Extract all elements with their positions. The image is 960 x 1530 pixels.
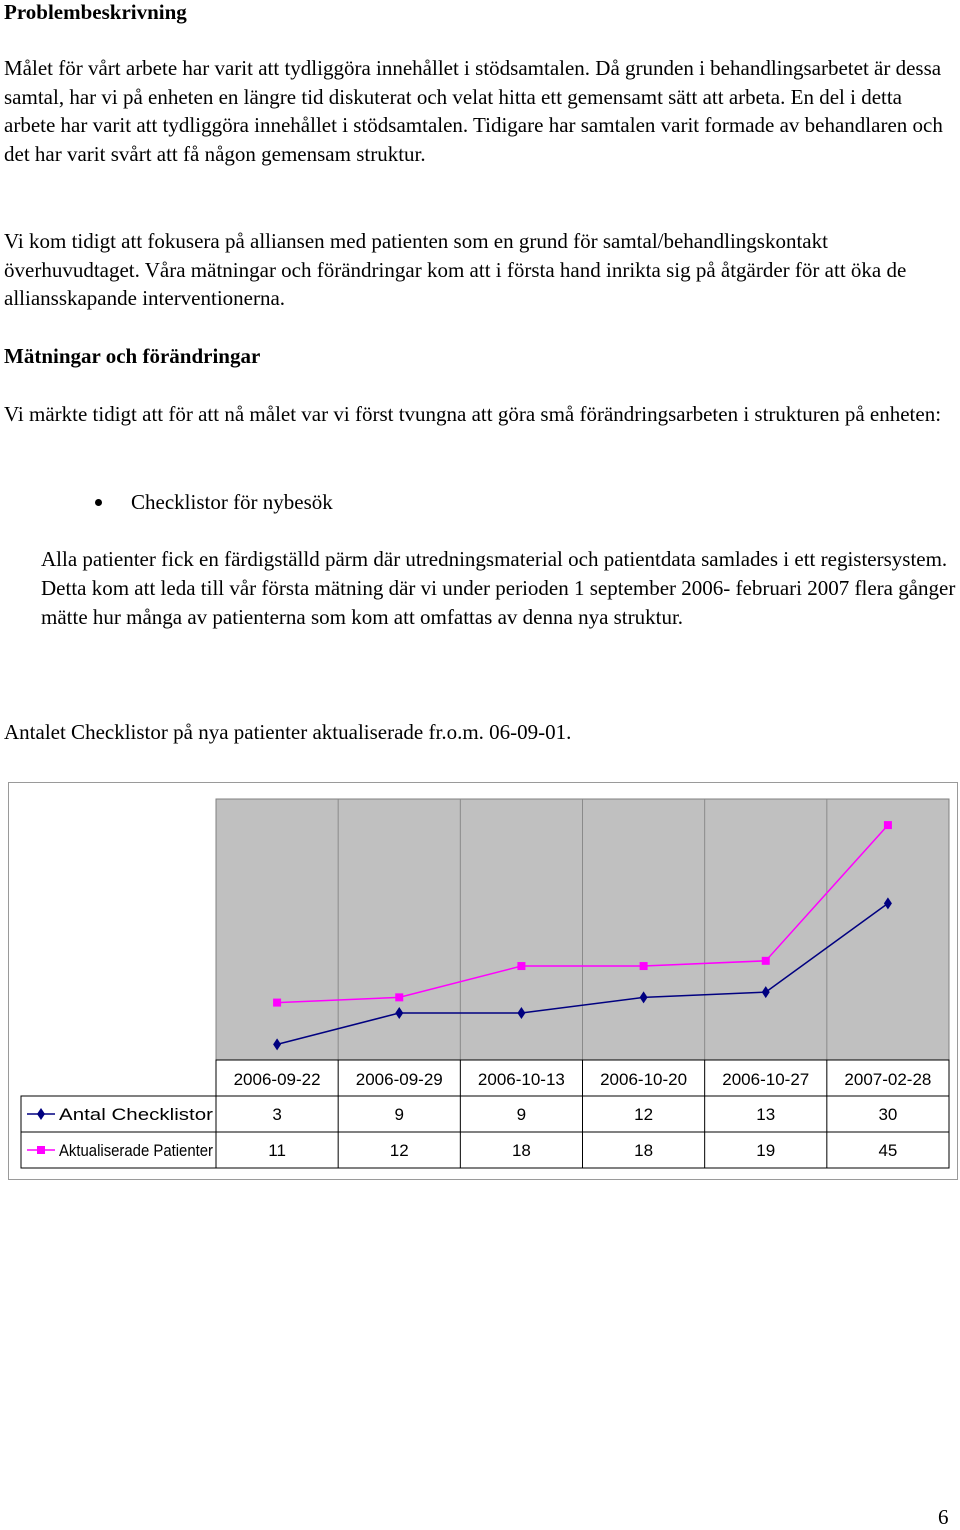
heading-matningar: Mätningar och förändringar — [4, 344, 261, 368]
legend-label: Antal Checklistor — [59, 1105, 214, 1124]
legend-label: Aktualiserade Patienter — [59, 1141, 214, 1160]
data-value-label: 45 — [878, 1141, 898, 1160]
data-point-square — [273, 999, 281, 1007]
data-value-label: 12 — [634, 1105, 654, 1124]
bullet-list-item — [95, 488, 333, 516]
category-label: 2006-09-22 — [233, 1070, 321, 1089]
data-value-label: 3 — [272, 1105, 282, 1124]
data-point-square — [884, 821, 892, 829]
category-label: 2007-02-28 — [844, 1070, 932, 1089]
data-value-label: 18 — [511, 1141, 531, 1160]
data-value-label: 9 — [394, 1105, 404, 1124]
legend-key-square — [37, 1146, 45, 1154]
paragraph-4: Alla patienter fick en färdigställd pärm där utredningsmaterial och patientdata samlades i ett registersystem. Detta kom att leda till vår första mätning där vi under perioden 1 september 2006- februari 2007 flera gånger mätte hur många av patienterna som kom att omfattas av denna nya struktur. — [41, 547, 956, 629]
heading-problembeskrivning: Problembeskrivning — [4, 0, 187, 24]
data-point-square — [640, 962, 648, 970]
paragraph-3: Vi märkte tidigt att för att nå målet var vi först tvungna att göra små förändringsarbeten i strukturen på enheten: — [4, 402, 942, 426]
data-point-square — [517, 962, 525, 970]
category-label: 2006-10-13 — [477, 1070, 565, 1089]
data-point-square — [395, 993, 403, 1001]
chart-caption: Antalet Checklistor på nya patienter aktualiserade fr.o.m. 06-09-01. — [4, 720, 572, 744]
chart-svg — [9, 783, 957, 1179]
data-value-label: 18 — [634, 1141, 654, 1160]
chart-container — [8, 782, 958, 1180]
bullet-item-label: Checklistor för nybesök — [131, 490, 333, 514]
legend-key-diamond — [37, 1108, 45, 1120]
category-label: 2006-10-20 — [600, 1070, 688, 1089]
data-value-label: 9 — [516, 1105, 527, 1124]
category-label: 2006-10-27 — [722, 1070, 810, 1089]
bullet-icon — [95, 499, 102, 506]
page-number: 6 — [938, 1505, 949, 1529]
paragraph-2: Vi kom tidigt att fokusera på alliansen med patienten som en grund för samtal/behandlingskontakt överhuvudtaget. Våra mätningar och förändringar kom att i första hand inrikta sig på åtgärder för att öka de alliansskapande interventionerna. — [4, 229, 907, 310]
category-label: 2006-09-29 — [355, 1070, 443, 1089]
data-value-label: 12 — [389, 1141, 409, 1160]
data-value-label: 30 — [878, 1105, 898, 1124]
data-value-label: 13 — [756, 1105, 776, 1124]
data-value-label: 19 — [756, 1141, 776, 1160]
data-point-square — [762, 957, 770, 965]
paragraph-1: Målet för vårt arbete har varit att tydliggöra innehållet i stödsamtalen. Då grunden i behandlingsarbetet är dessa samtal, har vi på enheten en längre tid diskuterat och velat hitta ett gemensamt sätt att arbeta. En del i detta arbete har varit att tydliggöra innehållet i stödsamtalen. Tidigare har samtalen varit formade av behandlaren och det har varit svårt att få någon gemensam struktur. — [4, 56, 943, 166]
data-value-label: 11 — [268, 1141, 286, 1160]
